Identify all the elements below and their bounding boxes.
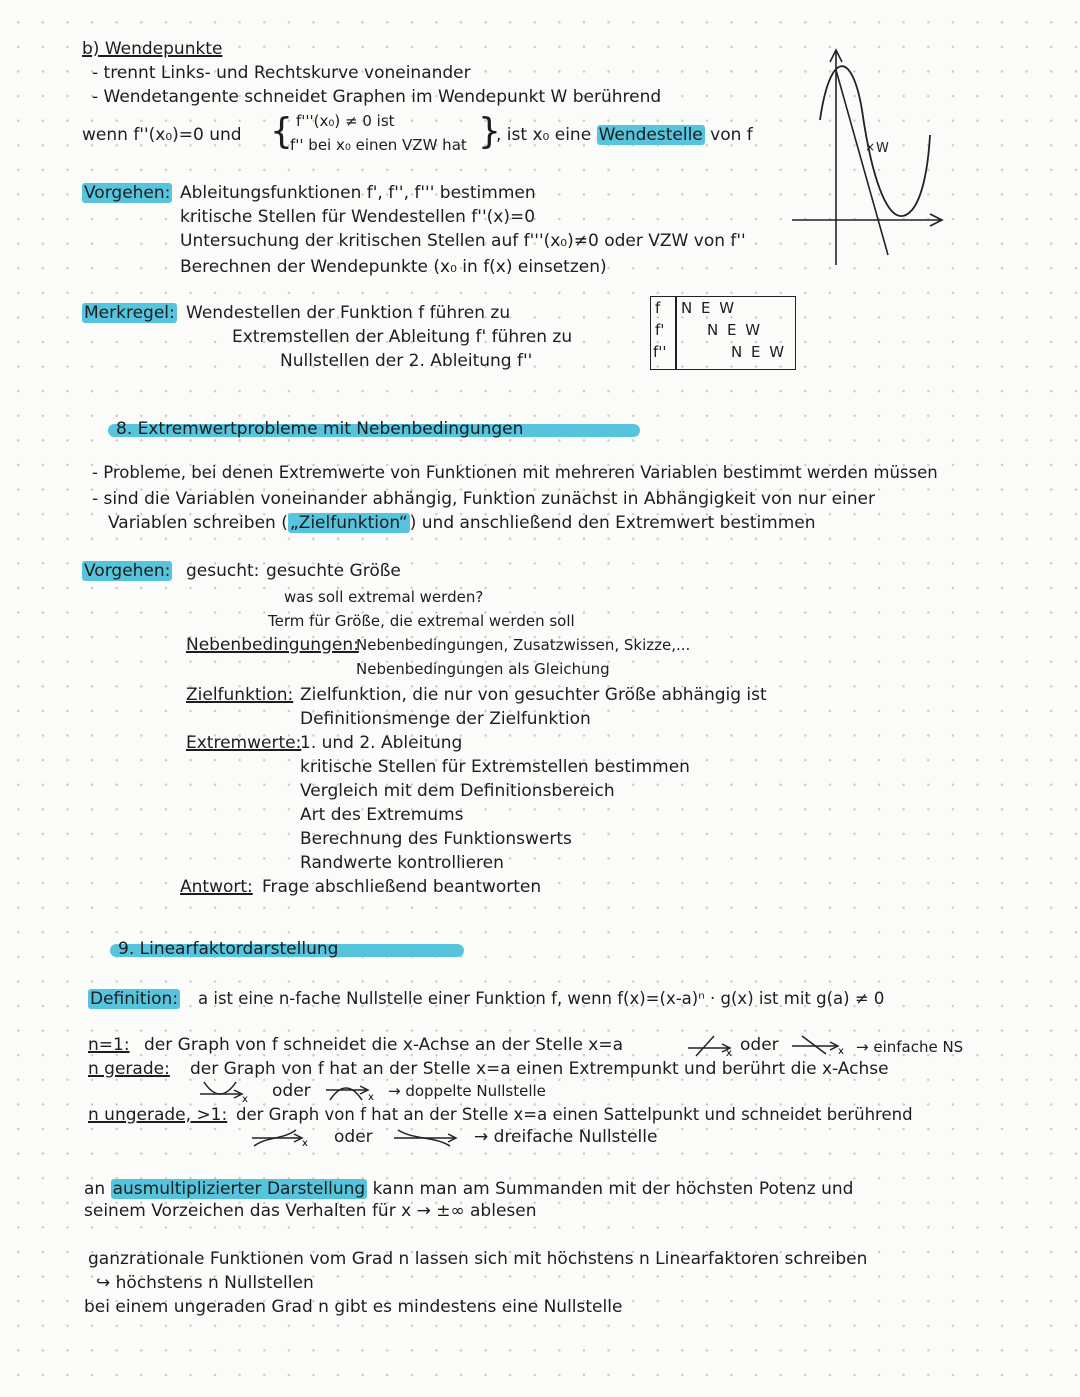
antwort-label: Antwort: (180, 877, 253, 897)
extremwerte-line-4: Art des Extremums (300, 805, 464, 825)
condition-suffix (496, 124, 753, 146)
ausmultipliziert-line-2: seinem Vorzeichen das Verhalten für x → ±∞ ablesen (84, 1201, 537, 1221)
gesucht-line-2: was soll extremal werden? (284, 588, 484, 606)
section-8-heading: 8. Extremwertprobleme mit Nebenbedingungen (116, 419, 524, 439)
vorgehen-label-highlight-1: Vorgehen: (84, 183, 171, 203)
n-ungerade-sketch-falling (394, 1126, 464, 1148)
n-ungerade-label: n ungerade, >1: (88, 1105, 228, 1125)
wendepunkte-bullet-2: - Wendetangente schneidet Graphen im Wendepunkt W berührend (92, 87, 662, 107)
condition-brace-close: } (478, 111, 501, 152)
vorgehen-step-1: Ableitungsfunktionen f', f'', f''' bestimmen (180, 183, 536, 203)
n-gerade-oder: oder (272, 1081, 311, 1101)
new-table-row-f: f (655, 299, 661, 317)
new-table-cell-1: N E W (681, 299, 737, 317)
merkregel-label (82, 302, 177, 324)
extremwerte-line-6: Randwerte kontrollieren (300, 853, 504, 873)
vorgehen-label-2 (82, 560, 172, 582)
ganzrational-line-3: bei einem ungeraden Grad n gibt es mindestens eine Nullstelle (84, 1297, 623, 1317)
zielfunktion-line-2: Definitionsmenge der Zielfunktion (300, 709, 591, 729)
condition-third-derivative: f'''(x₀) ≠ 0 ist (296, 112, 395, 130)
condition-brace-open: { (270, 111, 293, 152)
new-table-cell-3: N E W (731, 343, 787, 361)
svg-text:x: x (838, 1046, 844, 1057)
extremwerte-line-3: Vergleich mit dem Definitionsbereich (300, 781, 615, 801)
svg-text:x: x (242, 1094, 248, 1105)
vorgehen-step-4: Berechnen der Wendepunkte (x₀ in f(x) einsetzen) (180, 257, 607, 277)
new-table-row-f2: f'' (653, 343, 667, 361)
graph-w-mark: × (865, 140, 876, 154)
gesucht-line-3: Term für Größe, die extremal werden soll (268, 612, 575, 630)
extremwerte-label: Extremwerte: (186, 733, 302, 753)
wendepunkte-bullet-1: - trennt Links- und Rechtskurve voneinander (92, 63, 471, 83)
wendepunkte-heading: b) Wendepunkte (82, 39, 223, 59)
new-table-row-f1: f' (655, 321, 665, 339)
merkregel-line-2: Extremstellen der Ableitung f' führen zu (232, 327, 573, 347)
condition-sign-change: f'' bei x₀ einen VZW hat (290, 136, 467, 154)
zielfunktion-pre: Variablen schreiben ( (108, 513, 288, 533)
svg-text:x: x (368, 1092, 374, 1103)
extremwerte-line-1: 1. und 2. Ableitung (300, 733, 463, 753)
extremwert-bullet-2a: - sind die Variablen voneinander abhängig, Funktion zunächst in Abhängigkeit von nur einer (92, 489, 876, 509)
gesucht-line-1: gesuchte Größe (266, 561, 401, 581)
n-ungerade-result: → dreifache Nullstelle (474, 1127, 658, 1147)
zielfunktion-post: ) und anschließend den Extremwert bestimmen (409, 513, 816, 533)
condition-end-text: von f (710, 125, 753, 145)
n1-label: n=1: (88, 1035, 130, 1055)
gesucht-label: gesucht: (186, 561, 260, 581)
new-table-cell-2: N E W (707, 321, 763, 339)
new-table-divider (675, 297, 677, 369)
n-gerade-sketch-min (200, 1080, 250, 1105)
extremwert-bullet-2b (108, 512, 816, 534)
definition-text: a ist eine n-fache Nullstelle einer Funktion f, wenn f(x)=(x-a)ⁿ · g(x) ist mit g(a) ≠ 0 (198, 989, 885, 1008)
definition-label (88, 988, 180, 1010)
n-gerade-sketch-max (326, 1080, 376, 1102)
condition-post-text: , ist x₀ eine (496, 125, 592, 145)
n1-sketch-crossing-up (688, 1032, 738, 1059)
n-ungerade-oder: oder (334, 1127, 373, 1147)
svg-text:x: x (302, 1138, 308, 1149)
n-gerade-text: der Graph von f hat an der Stelle x=a einen Extrempunkt und berührt die x-Achse (190, 1059, 889, 1079)
n1-result: → einfache NS (856, 1038, 964, 1056)
n1-sketch-crossing-down (792, 1032, 848, 1056)
n-gerade-result: → doppelte Nullstelle (388, 1082, 546, 1100)
vorgehen-label-1 (82, 182, 172, 204)
zielfunktion-highlight: „Zielfunktion“ (289, 513, 408, 533)
ausmultipliziert-pre: an (84, 1179, 106, 1199)
section-9-heading: 9. Linearfaktordarstellung (118, 939, 339, 959)
merkregel-line-1: Wendestellen der Funktion f führen zu (186, 303, 511, 323)
nebenbedingungen-line-1: Nebenbedingungen, Zusatzwissen, Skizze,... (356, 636, 691, 654)
merkregel-line-3: Nullstellen der 2. Ableitung f'' (280, 351, 533, 371)
ausmultipliziert-highlight: ausmultiplizierter Darstellung (112, 1179, 366, 1199)
n-gerade-label: n gerade: (88, 1059, 170, 1079)
graph-inflection-tangent (836, 70, 888, 255)
vorgehen-step-3: Untersuchung der kritischen Stellen auf f'''(x₀)≠0 oder VZW von f'' (180, 231, 746, 251)
extremwert-bullet-1: - Probleme, bei denen Extremwerte von Funktionen mit mehreren Variablen bestimmt werden müssen (92, 463, 938, 482)
nebenbedingungen-label: Nebenbedingungen: (186, 635, 359, 655)
n-ungerade-text: der Graph von f hat an der Stelle x=a einen Sattelpunkt und schneidet berührend (236, 1105, 913, 1124)
zielfunktion-line-1: Zielfunktion, die nur von gesuchter Größe abhängig ist (300, 685, 767, 705)
antwort-text: Frage abschließend beantworten (262, 877, 542, 897)
wendestelle-highlight: Wendestelle (598, 125, 703, 145)
svg-text:x: x (726, 1048, 732, 1059)
condition-prefix: wenn f''(x₀)=0 und (82, 125, 242, 145)
graph-w-label: W (876, 141, 889, 156)
ausmultipliziert-line-1 (84, 1178, 853, 1200)
nebenbedingungen-line-2: Nebenbedingungen als Gleichung (356, 660, 610, 678)
new-table (650, 296, 796, 370)
n1-oder: oder (740, 1035, 779, 1055)
ausmultipliziert-post: kann man am Summanden mit der höchsten Potenz und (372, 1179, 854, 1199)
ganzrational-line-1: ganzrationale Funktionen vom Grad n lassen sich mit höchstens n Linearfaktoren schreiben (88, 1249, 868, 1269)
n-ungerade-sketch-rising (252, 1126, 310, 1148)
ganzrational-line-2: ↪ höchstens n Nullstellen (96, 1273, 314, 1293)
merkregel-label-highlight: Merkregel: (84, 303, 175, 323)
vorgehen-label-highlight-2: Vorgehen: (84, 561, 171, 581)
definition-label-highlight: Definition: (90, 989, 179, 1009)
n1-text: der Graph von f schneidet die x-Achse an der Stelle x=a (144, 1035, 624, 1055)
vorgehen-step-2: kritische Stellen für Wendestellen f''(x)=0 (180, 207, 536, 227)
extremwerte-line-2: kritische Stellen für Extremstellen bestimmen (300, 757, 690, 777)
inflection-graph (790, 40, 950, 270)
extremwerte-line-5: Berechnung des Funktionswerts (300, 829, 572, 849)
zielfunktion-label: Zielfunktion: (186, 685, 294, 705)
